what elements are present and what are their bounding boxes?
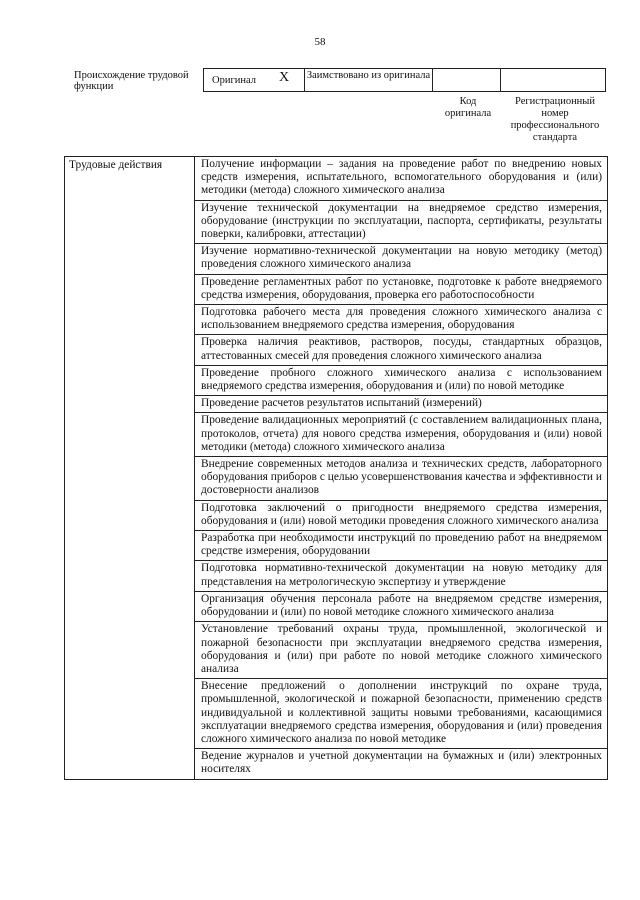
reg-number-cell <box>500 68 606 92</box>
table-row <box>65 157 608 201</box>
original-label: Оригинал <box>212 75 256 86</box>
labor-actions-heading: Трудовые действия <box>65 157 195 780</box>
labor-action-item: Организация обучения персонала работе на внедряемом средстве измерения, оборудовании и (или) по новой методике сложного химического анализа <box>195 591 608 621</box>
labor-actions-body <box>65 157 608 780</box>
labor-action-item: Проверка наличия реактивов, растворов, посуды, стандартных образцов, аттестованных смесей для проведения сложного химического анализа <box>195 335 608 365</box>
original-mark: X <box>279 70 290 85</box>
labor-action-item: Подготовка нормативно-технической документации на новую методику для представления на метрологическую экспертизу и утверждение <box>195 561 608 591</box>
labor-action-item: Изучение нормативно-технической документации на новую методику (метод) проведения сложного химического анализа <box>195 244 608 274</box>
labor-action-item: Установление требований охраны труда, промышленной, экологической и пожарной безопасности при эксплуатации внедряемого средства измерения, оборудования и (или) при работе по новой методике сложного химического анализа <box>195 622 608 679</box>
labor-action-item: Подготовка рабочего места для проведения сложного химического анализа с использованием внедряемого средства измерения, оборудования <box>195 305 608 335</box>
labor-action-item: Разработка при необходимости инструкций по проведению работ на внедряемом средстве измерения, оборудовании <box>195 531 608 561</box>
labor-action-item: Изучение технической документации на внедряемое средство измерения, оборудование (инструкции по эксплуатации, паспорта, сертификаты, результаты поверки, калибровки, аттестации) <box>195 200 608 244</box>
labor-actions-table <box>64 156 608 780</box>
code-cell <box>432 68 501 92</box>
reg-number-caption: Регистрационный номер профессионального стандарта <box>510 96 600 143</box>
page-number: 58 <box>314 36 326 48</box>
labor-action-item: Подготовка заключений о пригодности внедряемого средства измерения, оборудования и (или) новой методики проведения сложного химического анализа <box>195 500 608 530</box>
labor-action-item: Проведение валидационных мероприятий (с составлением валидационных плана, протоколов, отчета) для нового средства измерения, оборудования и (или) новой методики (метода) сложного химического анализа <box>195 413 608 457</box>
origin-original-cell <box>203 68 305 92</box>
labor-action-item: Внедрение современных методов анализа и технических средств, лабораторного оборудования приборов с целью усовершенствования качества и эффективности и достоверности анализов <box>195 457 608 501</box>
labor-action-item: Проведение расчетов результатов испытаний (измерений) <box>195 396 608 413</box>
labor-action-item: Внесение предложений о дополнении инструкций по охране труда, промышленной, экологической и пожарной безопасности, применению средств индивидуальной и коллективной защиты новыми требованиями, касающимися эксплуатации внедряемого средства измерения, оборудования и (или) проведения сложного химического анализа по новой методике <box>195 679 608 749</box>
borrowed-cell: Заимствовано из оригинала <box>304 68 433 92</box>
labor-action-item: Получение информации – задания на проведение работ по внедрению новых средств измерения, испытательного, вспомогательного оборудования и (или) методики (метода) сложного химического анализа <box>195 157 608 201</box>
labor-action-item: Проведение регламентных работ по установке, подготовке к работе внедряемого средства измерения, оборудования, проверка его работоспособности <box>195 274 608 304</box>
labor-action-item: Проведение пробного сложного химического анализа с использованием внедряемого средства измерения, оборудования и (или) по новой методике <box>195 365 608 395</box>
labor-action-item: Ведение журналов и учетной документации на бумажных и (или) электронных носителях <box>195 749 608 779</box>
origin-label: Происхождение трудовой функции <box>74 70 189 92</box>
code-caption: Код оригинала <box>444 96 492 119</box>
